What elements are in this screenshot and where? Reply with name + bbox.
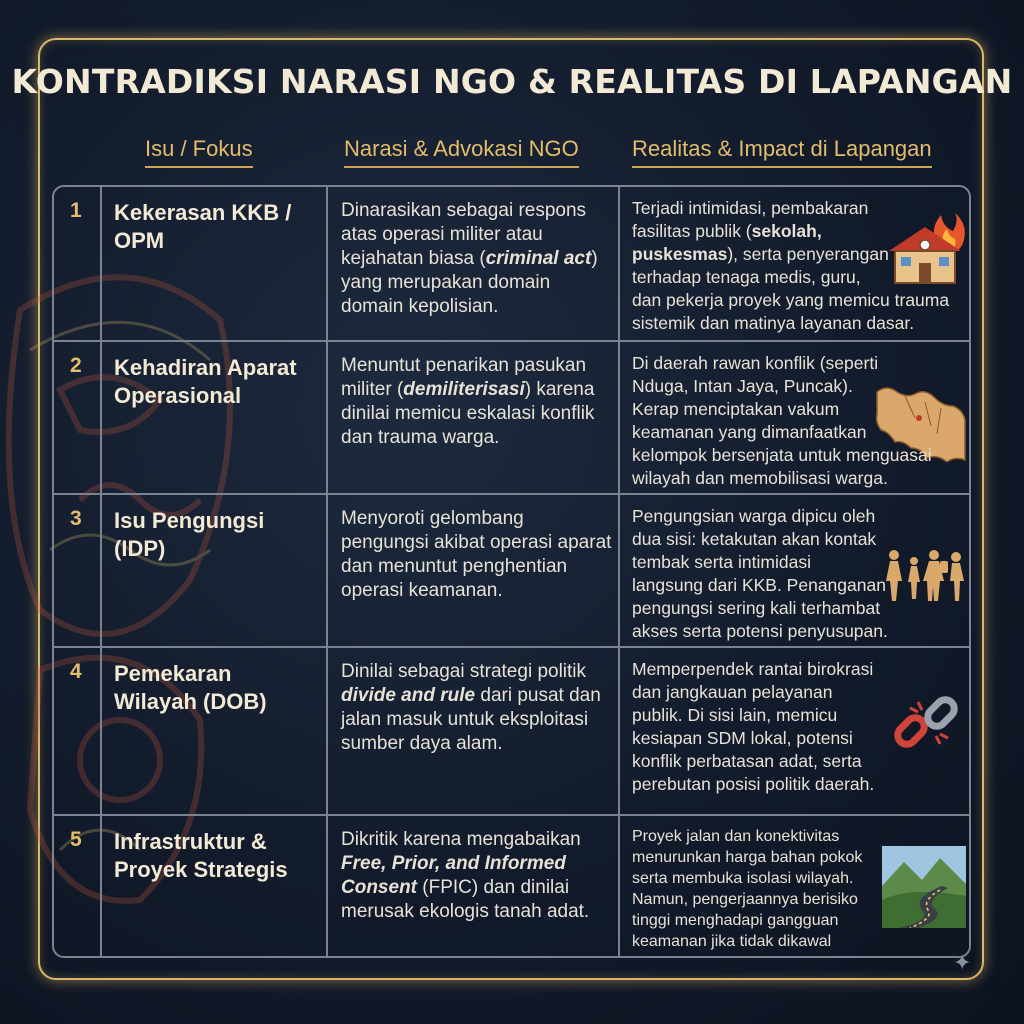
page-title: KONTRADIKSI NARASI NGO & REALITAS DI LAPANGAN: [11, 62, 1013, 101]
field-reality-text: Memperpendek rantai birokrasi dan jangkauan pelayanan publik. Di sisi lain, memicu kesiapan SDM lokal, potensi konflik perbatasan adat, serta perebutan posisi politik daerah.: [632, 659, 875, 794]
field-reality-text: Proyek jalan dan konektivitas menurunkan harga bahan pokok serta membuka isolasi wilayah. Namun, pengerjaannya berisiko tinggi menghadapi gangguan keamanan jika tidak dikawal: [632, 828, 863, 950]
issue-label: Isu Pengungsi (IDP): [114, 508, 265, 561]
broken-chain-icon: [890, 688, 964, 762]
table-row: [54, 646, 969, 814]
column-header-ngo-narrative: Narasi & Advokasi NGO: [344, 136, 579, 168]
issue-label: Kekerasan KKB / OPM: [114, 200, 292, 253]
ngo-narrative-text: Dikritik karena mengabaikan Free, Prior, and Informed Consent (FPIC) dan dinilai merusak ekologis tanah adat.: [341, 829, 590, 922]
issue-label: Kehadiran Aparat Operasional: [114, 355, 297, 408]
row-number: 4: [70, 660, 82, 683]
field-reality-text: Pengungsian warga dipicu oleh dua sisi: ketakutan akan kontak tembak serta intimidasi langsung dari KKB. Penanganan pengungsi sering kali terhambat akses serta potensi penyusupan.: [632, 506, 888, 641]
mountain-road-icon: [882, 846, 966, 928]
row-number: 5: [70, 828, 82, 851]
table-row: [54, 340, 969, 493]
field-reality-text: Di daerah rawan konflik (seperti Nduga, Intan Jaya, Puncak). Kerap menciptakan vakum keamanan yang dimanfaatkan kelompok bersenjata untuk menguasai wilayah dan memobilisasi warga.: [632, 353, 932, 488]
column-header-field-reality: Realitas & Impact di Lapangan: [632, 136, 932, 168]
row-number: 3: [70, 507, 82, 530]
table-row: [54, 493, 969, 646]
burning-school-icon: [885, 213, 965, 287]
comparison-table: [52, 185, 971, 958]
ngo-narrative-text: Dinilai sebagai strategi politik divide and rule dari pusat dan jalan masuk untuk eksploitasi sumber daya alam.: [341, 661, 601, 754]
issue-label: Pemekaran Wilayah (DOB): [114, 661, 267, 714]
ngo-narrative-text: Menuntut penarikan pasukan militer (demiliterisasi) karena dinilai memicu eskalasi konflik dan trauma warga.: [341, 355, 595, 448]
issue-label: Infrastruktur & Proyek Strategis: [114, 829, 288, 882]
table-row: [54, 814, 969, 958]
ngo-narrative-text: Dinarasikan sebagai respons atas operasi militer atau kejahatan biasa (criminal act) yang merupakan domain domain kepolisian.: [341, 200, 598, 317]
ngo-narrative-text: Menyoroti gelombang pengungsi akibat operasi aparat dan menuntut penghentian operasi keamanan.: [341, 508, 612, 601]
row-number: 2: [70, 354, 82, 377]
row-number: 1: [70, 199, 82, 222]
field-reality-text: Terjadi intimidasi, pembakaran fasilitas publik (sekolah, puskesmas), serta penyerangan terhadap tenaga medis, guru, dan pekerja proyek yang memicu trauma sistemik dan matinya layanan dasar.: [632, 198, 950, 333]
table-row: [54, 187, 969, 340]
column-header-issue: Isu / Fokus: [145, 136, 253, 168]
sparkle-icon: ✦: [953, 950, 972, 975]
